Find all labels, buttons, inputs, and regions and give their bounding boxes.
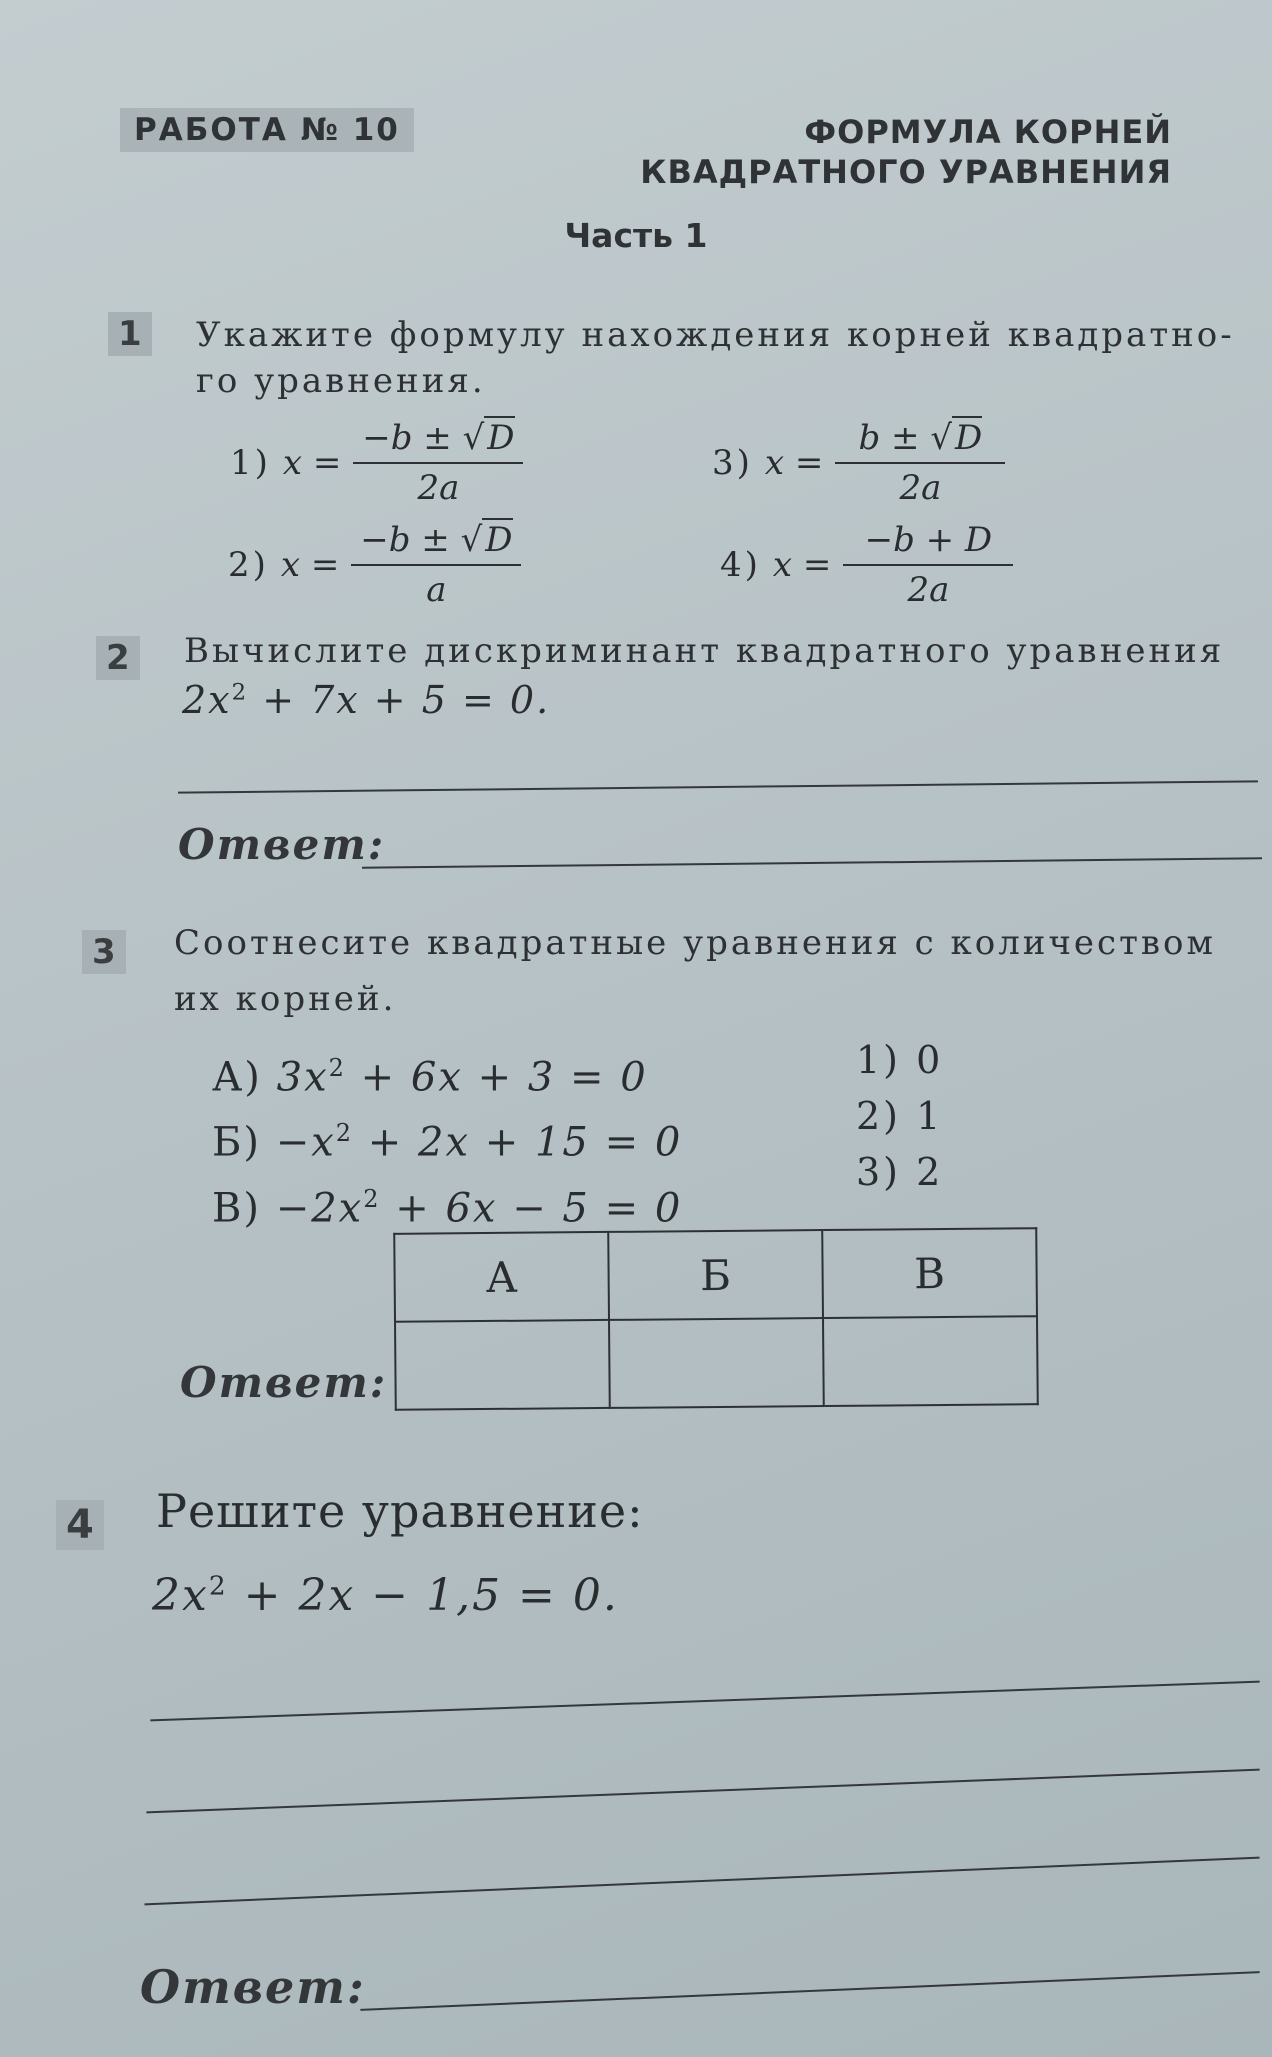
option-fraction: $\frac{-b \pm √D}{a}$	[351, 520, 521, 610]
q3-equation-list	[212, 1040, 682, 1236]
option-lhs: x =	[282, 443, 342, 483]
topic-line-2: КВАДРАТНОГО УРАВНЕНИЯ	[640, 153, 1172, 191]
question-3-text	[174, 920, 1216, 1022]
q1-option-3[interactable]	[712, 418, 1005, 508]
question-3-line-2: их корней.	[174, 979, 397, 1019]
eq-label: В)	[212, 1184, 261, 1231]
answer-cell-c[interactable]	[823, 1316, 1038, 1406]
eq-part: −2x	[275, 1184, 364, 1231]
numerator-text: −b ±	[362, 418, 463, 458]
denominator: a	[351, 564, 521, 610]
question-4-equation	[152, 1570, 619, 1621]
question-3-answer-label: Ответ:	[180, 1358, 388, 1407]
eq-part: + 6x − 5 = 0	[380, 1184, 683, 1231]
option-label: 4)	[720, 545, 761, 585]
radicand: D	[482, 518, 512, 560]
eq-power: 2	[231, 679, 249, 706]
q3-equation-c	[212, 1171, 682, 1236]
table-header-row	[394, 1228, 1037, 1322]
eq-power: 2	[208, 1570, 228, 1602]
q3-answer-1: 1) 0	[856, 1038, 944, 1082]
option-fraction	[843, 520, 1013, 610]
eq-part: + 6x + 3 = 0	[345, 1054, 648, 1101]
table-header-b: Б	[608, 1230, 823, 1320]
eq-part: + 7x + 5 = 0.	[248, 678, 551, 722]
numerator-text: b ±	[858, 418, 931, 458]
q1-option-1[interactable]	[230, 418, 523, 508]
eq-power: 2	[363, 1184, 381, 1213]
eq-part: 3x	[276, 1054, 329, 1101]
part-title: Часть 1	[564, 216, 708, 255]
work-line[interactable]	[144, 1857, 1259, 1906]
topic-title	[640, 112, 1172, 192]
numerator-text: −b + D	[864, 520, 993, 560]
option-fraction: $\frac{b \pm √D}{2a}$	[835, 418, 1005, 508]
work-number: РАБОТА № 10	[120, 108, 414, 152]
question-1-line-2: го уравнения.	[196, 361, 486, 401]
eq-part: −x	[275, 1119, 336, 1166]
question-4-answer-label: Ответ:	[140, 1960, 366, 2014]
eq-power: 2	[335, 1119, 354, 1148]
question-1-text	[196, 312, 1235, 404]
eq-part: + 2x + 15 = 0	[353, 1119, 683, 1166]
topic-line-1: ФОРМУЛА КОРНЕЙ	[804, 113, 1172, 151]
denominator: 2a	[353, 462, 523, 508]
q3-equation-b	[212, 1105, 682, 1170]
question-2-text: Вычислите дискриминант квадратного уравнения	[184, 631, 1225, 671]
radicand: D	[484, 416, 514, 458]
work-line[interactable]	[150, 1681, 1259, 1722]
eq-label: Б)	[212, 1119, 261, 1166]
q3-equation-a	[212, 1040, 682, 1105]
option-label: 1)	[230, 443, 271, 483]
table-answer-row	[395, 1316, 1038, 1410]
q3-answer-2: 2) 1	[856, 1094, 944, 1138]
question-1-number: 1	[108, 312, 152, 356]
q3-answer-3: 3) 2	[856, 1150, 944, 1194]
answer-line[interactable]	[360, 1971, 1259, 2011]
q1-option-2[interactable]	[228, 520, 521, 610]
q3-answer-table	[393, 1227, 1039, 1411]
option-fraction: $\frac{-b \pm √D}{2a}$	[353, 418, 523, 508]
work-line[interactable]	[146, 1769, 1259, 1814]
answer-cell-a[interactable]	[395, 1320, 610, 1410]
option-label: 2)	[228, 545, 269, 585]
eq-part: 2x	[152, 1570, 209, 1621]
option-lhs: x =	[764, 443, 824, 483]
numerator-text: −b ±	[360, 520, 461, 560]
q3-answer-options	[856, 1032, 943, 1200]
table-header-c: В	[822, 1228, 1037, 1318]
denominator: 2a	[835, 462, 1005, 508]
eq-part: + 2x − 1,5 = 0.	[227, 1570, 619, 1621]
q1-option-4[interactable]	[720, 520, 1013, 610]
question-4-number: 4	[56, 1500, 104, 1550]
denominator: 2a	[843, 564, 1013, 610]
question-1-line-1: Укажите формулу нахождения корней квадратно-	[196, 315, 1235, 355]
question-3-line-1: Соотнесите квадратные уравнения с количеством	[174, 923, 1216, 963]
radicand: D	[952, 416, 982, 458]
question-3-number: 3	[82, 930, 126, 974]
eq-power: 2	[328, 1054, 346, 1082]
work-line[interactable]	[178, 780, 1258, 793]
option-lhs: x =	[280, 545, 340, 585]
question-2-number: 2	[96, 636, 140, 680]
option-label: 3)	[712, 443, 753, 483]
eq-part: 2x	[182, 678, 232, 722]
table-header-a: А	[394, 1232, 609, 1322]
option-lhs: x =	[772, 545, 832, 585]
question-4-text: Решите уравнение:	[156, 1484, 644, 1538]
question-2-equation	[182, 678, 550, 722]
answer-line[interactable]	[362, 857, 1262, 868]
question-2-answer-label: Ответ:	[178, 820, 386, 869]
answer-cell-b[interactable]	[609, 1318, 824, 1408]
eq-label: А)	[212, 1054, 262, 1101]
